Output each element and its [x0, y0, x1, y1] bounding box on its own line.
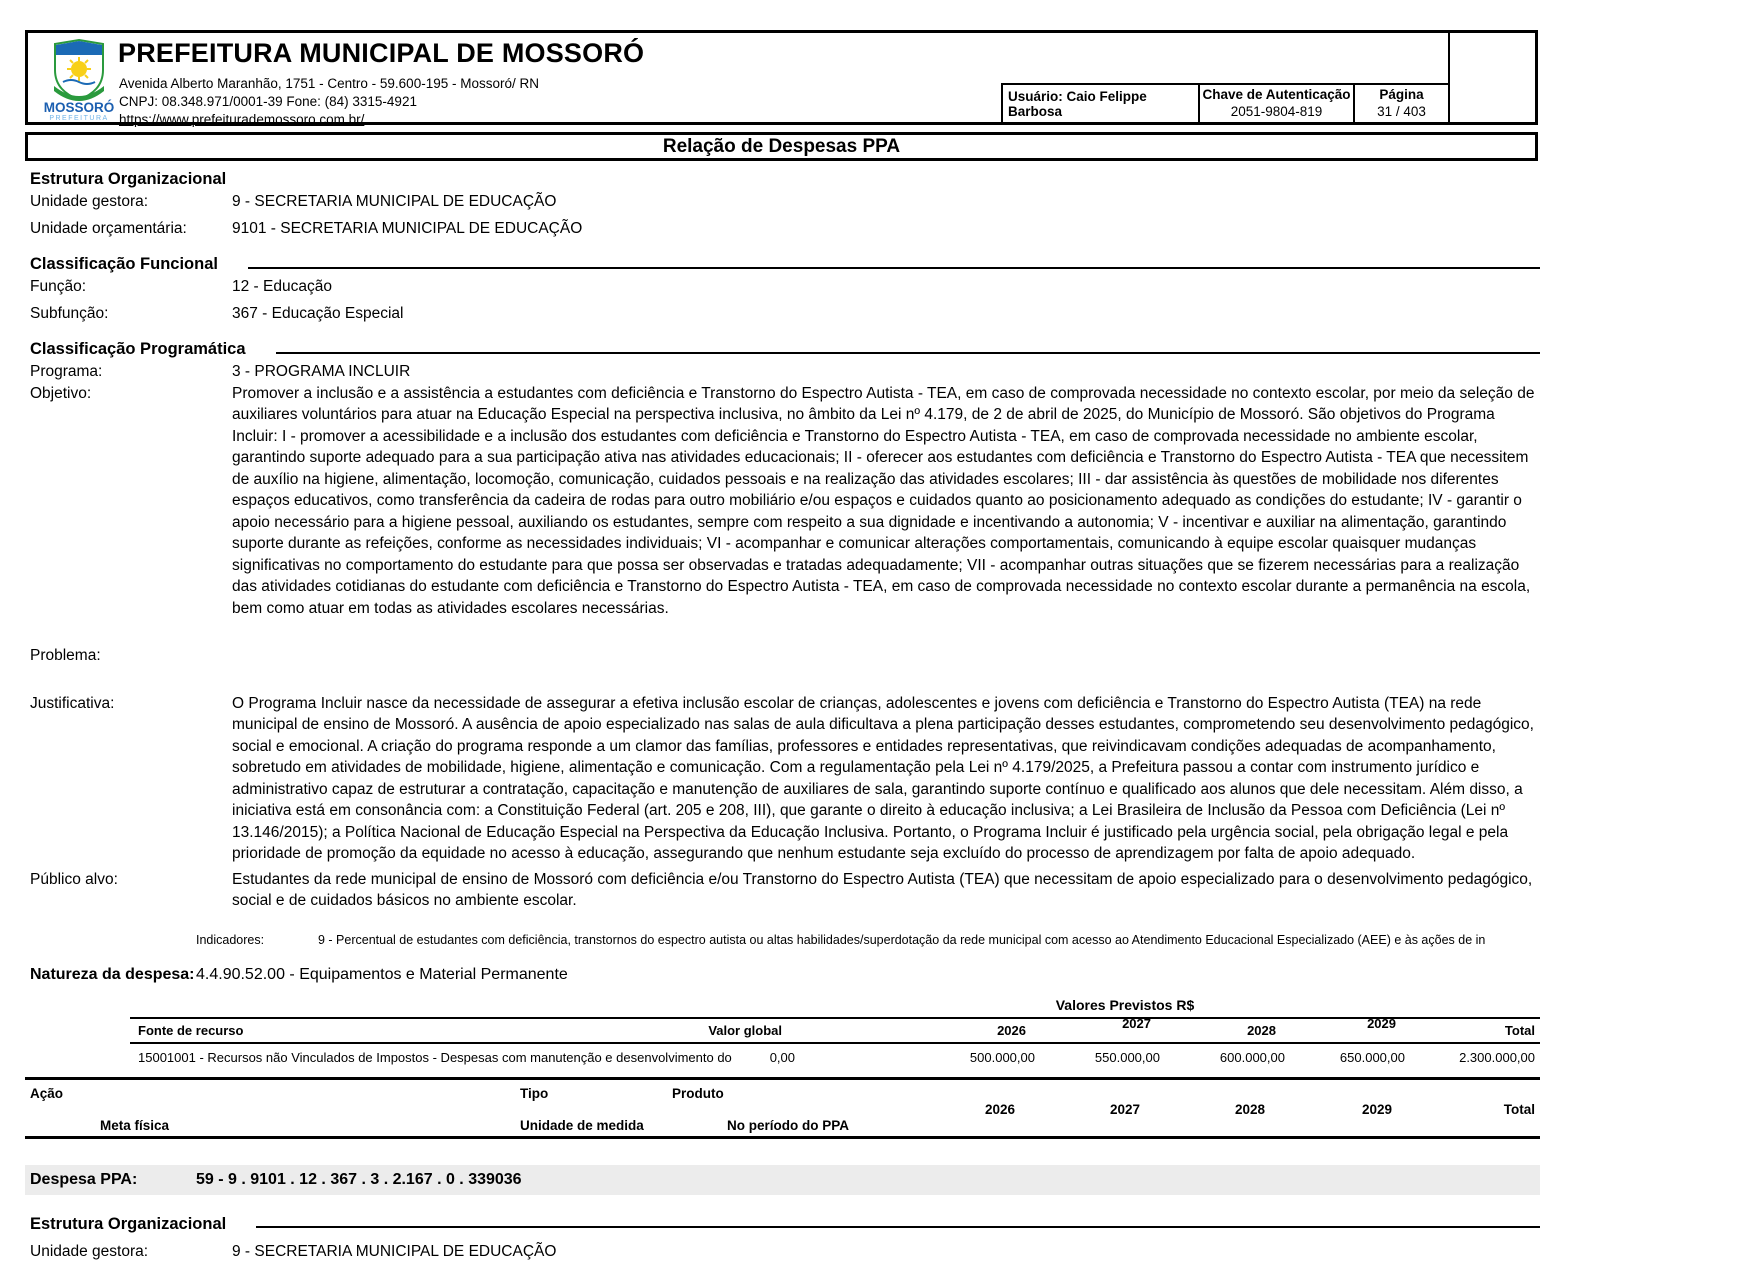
valores-group-header-row [130, 997, 1540, 1017]
col-header-fonte-recurso: Fonte de recurso [130, 1023, 660, 1038]
col-header-total: Total [1410, 1023, 1540, 1038]
col-header-2026: 2026 [800, 1023, 1040, 1038]
col-header-acao: Ação [30, 1086, 63, 1101]
field-value: 367 - Educação Especial [232, 303, 1540, 325]
valores-data-row [130, 1044, 1540, 1071]
report-title-bar: Relação de Despesas PPA [25, 132, 1538, 161]
field-label: Unidade gestora: [30, 191, 232, 213]
field-row-publico-alvo [30, 869, 1540, 912]
section-heading-programatica [30, 340, 1540, 359]
col-header-unidade-medida: Unidade de medida [520, 1118, 644, 1133]
field-value: 9 - SECRETARIA MUNICIPAL DE EDUCAÇÃO [232, 1241, 1540, 1262]
field-label: Natureza da despesa: [30, 964, 196, 985]
section-heading-text: Classificação Funcional [30, 255, 218, 274]
section-heading-estrutura [30, 170, 1540, 189]
col-header-periodo-ppa: No período do PPA [727, 1118, 849, 1133]
field-label: Função: [30, 276, 232, 298]
field-row-problema [30, 645, 1540, 667]
field-value: 9101 - SECRETARIA MUNICIPAL DE EDUCAÇÃO [232, 218, 1540, 240]
cell-2028: 600.000,00 [1165, 1050, 1290, 1065]
field-label: Público alvo: [30, 869, 232, 912]
page-label: Página [1379, 87, 1423, 102]
field-row-unidade-orcamentaria [30, 218, 1540, 240]
field-value: 3 - PROGRAMA INCLUIR [232, 361, 1540, 383]
field-value: Estudantes da rede municipal de ensino de Mossoró com deficiência e/ou Transtorno do Espectro Autista (TEA) que necessitam de apoio especializado para o desenvolvimento pedagógico, social e de cuidados básicos no ambiente escolar. [232, 869, 1540, 912]
valores-group-header: Valores Previstos R$ [1000, 997, 1250, 1013]
footer-row-unidade-gestora [30, 1241, 1540, 1262]
field-row-subfuncao [30, 303, 1540, 325]
cell-fonte-recurso: 15001001 - Recursos não Vinculados de Impostos - Despesas com manutenção e desenvolvimento do [130, 1050, 660, 1065]
col-header-valor-global: Valor global [660, 1023, 800, 1038]
cell-2027: 550.000,00 [1040, 1050, 1165, 1065]
field-row-objetivo [30, 383, 1540, 620]
col-header-2028: 2028 [1165, 1102, 1265, 1117]
section-rule [256, 1226, 1540, 1228]
header-title: PREFEITURA MUNICIPAL DE MOSSORÓ [118, 38, 644, 69]
col-header-produto: Produto [672, 1086, 724, 1101]
despesa-ppa-value: 59 - 9 . 9101 . 12 . 367 . 3 . 2.167 . 0 . 339036 [196, 1171, 522, 1189]
main-content [30, 170, 1540, 1262]
col-header-2029: 2029 [1292, 1102, 1392, 1117]
col-header-2029: 2029 [1290, 1016, 1410, 1031]
field-row-indicadores [196, 932, 1540, 948]
field-row-programa [30, 361, 1540, 383]
col-header-2026: 2026 [915, 1102, 1015, 1117]
field-value: 9 - Percentual de estudantes com deficiência, transtornos do espectro autista ou altas habilidades/superdotação da rede municipal com acesso ao Atendimento Educacional Especializado (AEE) e às ações de in [318, 932, 1485, 948]
section-rule [248, 267, 1540, 269]
field-label: Indicadores: [196, 932, 318, 948]
section-heading-funcional [30, 255, 1540, 274]
field-label: Unidade orçamentária: [30, 218, 232, 240]
field-row-unidade-gestora [30, 191, 1540, 213]
header-address: Avenida Alberto Maranhão, 1751 - Centro - 59.600-195 - Mossoró/ RN [119, 76, 539, 91]
despesa-ppa-band [25, 1165, 1540, 1195]
logo-subtitle-text: PREFEITURA [49, 115, 108, 122]
field-label: Programa: [30, 361, 232, 383]
col-header-2028: 2028 [1165, 1023, 1290, 1038]
section-heading-text: Classificação Programática [30, 340, 246, 359]
page-number-cell [1355, 85, 1448, 122]
field-value: 4.4.90.52.00 - Equipamentos e Material Permanente [196, 964, 568, 985]
col-header-tipo: Tipo [520, 1086, 548, 1101]
header-info-table [1001, 83, 1448, 122]
section-heading-text: Estrutura Organizacional [30, 1215, 226, 1234]
logo-city-text: MOSSORÓ [44, 100, 115, 115]
col-header-total: Total [1435, 1102, 1535, 1117]
valores-header-row [130, 1017, 1540, 1044]
cell-total: 2.300.000,00 [1410, 1050, 1540, 1065]
field-row-natureza-despesa [30, 964, 1540, 985]
col-header-2027: 2027 [1040, 1102, 1140, 1117]
field-row-funcao [30, 276, 1540, 298]
field-value [232, 645, 1540, 667]
cell-valor-global: 0,00 [660, 1050, 800, 1065]
despesa-ppa-label: Despesa PPA: [25, 1171, 196, 1189]
col-header-meta-fisica: Meta física [100, 1118, 169, 1133]
cell-2029: 650.000,00 [1290, 1050, 1410, 1065]
field-row-justificativa [30, 693, 1540, 865]
field-label: Justificativa: [30, 693, 232, 865]
page-value: 31 / 403 [1377, 104, 1426, 119]
header-box [25, 30, 1538, 125]
field-label: Problema: [30, 645, 232, 667]
mossoro-coat-of-arms-icon [40, 36, 118, 122]
section-heading-text: Estrutura Organizacional [30, 170, 226, 189]
footer-section-heading [30, 1215, 1540, 1234]
header-cnpj: CNPJ: 08.348.971/0001-39 Fone: (84) 3315-4921 [119, 94, 417, 109]
header-divider-line [1448, 33, 1450, 122]
field-label: Unidade gestora: [30, 1241, 232, 1262]
user-cell: Usuário: Caio Felippe Barbosa [1003, 85, 1200, 122]
cell-2026: 500.000,00 [800, 1050, 1040, 1065]
auth-key-value: 2051-9804-819 [1231, 104, 1323, 119]
field-value: O Programa Incluir nasce da necessidade de assegurar a efetiva inclusão escolar de crianças, adolescentes e jovens com deficiência e Transtorno do Espectro Autista (TEA) na rede municipal de ensino de Mossoró. A ausência de apoio especializado nas salas de aula dificultava a plena participação desses estudantes, comprometendo seu desenvolvimento pedagógico, social e emocional. A criação do programa responde a um clamor das famílias, professores e entidades representativas, que reivindicavam condições adequadas de acompanhamento, sobretudo em atividades de mobilidade, higiene, alimentação e comunicação. Com a regulamentação pela Lei nº 4.179/2025, a Prefeitura passou a contar com instrumento jurídico e administrativo capaz de estruturar a contratação, capacitação e manutenção de auxiliares de sala, garantindo suporte contínuo e qualificado aos alunos que dele necessitam. Além disso, a iniciativa está em consonância com: a Constituição Federal (art. 205 e 208, III), que garante o direito à educação inclusiva; a Lei Brasileira de Inclusão da Pessoa com Deficiência (Lei nº 13.146/2015); a Política Nacional de Educação Especial na Perspectiva da Educação Inclusiva. Portanto, o Programa Incluir é justificado pela urgência social, pela obrigação legal e pela prioridade de promoção da equidade no acesso à educação, assegurando que nenhum estudante seja excluído do processo de aprendizagem por falta de apoio adequado. [232, 693, 1540, 865]
field-label: Objetivo: [30, 383, 232, 620]
header-website-link[interactable]: https://www.prefeiturademossoro.com.br/ [119, 112, 364, 127]
col-header-2027: 2027 [1040, 1016, 1165, 1031]
auth-key-label: Chave de Autenticação [1202, 87, 1350, 102]
acao-header-table [25, 1077, 1540, 1139]
field-value: 9 - SECRETARIA MUNICIPAL DE EDUCAÇÃO [232, 191, 1540, 213]
valores-previstos-table [130, 997, 1540, 1071]
field-value: Promover a inclusão e a assistência a estudantes com deficiência e Transtorno do Espectro Autista - TEA, em caso de comprovada necessidade no contexto escolar, por meio da seleção de auxiliares voluntários para atuar na Educação Especial na perspectiva inclusiva, no âmbito da Lei nº 4.179, de 2 de abril de 2025, do Município de Mossoró. São objetivos do Programa Incluir: I - promover a acessibilidade e a inclusão dos estudantes com deficiência e Transtorno do Espectro Autista - TEA, em caso de comprovada necessidade no ambiente escolar, garantindo suporte adequado para a sua participação ativa nas atividades educacionais; II - oferecer aos estudantes com deficiência e Transtorno do Espectro Autista - TEA que necessitem de auxílio na higiene, alimentação, locomoção, comunicação, cuidados pessoais e na realização das atividades escolares; III - dar assistência às questões de mobilidade nos diferentes espaços educativos, como transferência da cadeira de rodas para outro mobiliário e/ou espaços e cuidados quanto ao posicionamento adequado as condições do estudante; IV - garantir o apoio necessário para a higiene pessoal, auxiliando os estudantes, sempre com respeito a sua dignidade e incentivando a autonomia; V - incentivar e auxiliar na alimentação, garantindo suporte durante as refeições, conforme as necessidades individuais; VI - acompanhar e comunicar alterações comportamentais, comunicando à equipe escolar quaisquer mudanças significativas no comportamento do estudante para que possa ser observadas e tratadas adequadamente; VII - acompanhar outras situações que se fizerem necessárias para a realização das atividades cotidianas do estudante com deficiência e Transtorno do Espectro Autista - TEA, em caso de comprovada necessidade no contexto escolar durante a permanência na escola, bem como atuar em todas as atividades escolares necessárias. [232, 383, 1540, 620]
field-value: 12 - Educação [232, 276, 1540, 298]
section-rule [276, 352, 1540, 354]
field-label: Subfunção: [30, 303, 232, 325]
auth-key-cell [1200, 85, 1355, 122]
